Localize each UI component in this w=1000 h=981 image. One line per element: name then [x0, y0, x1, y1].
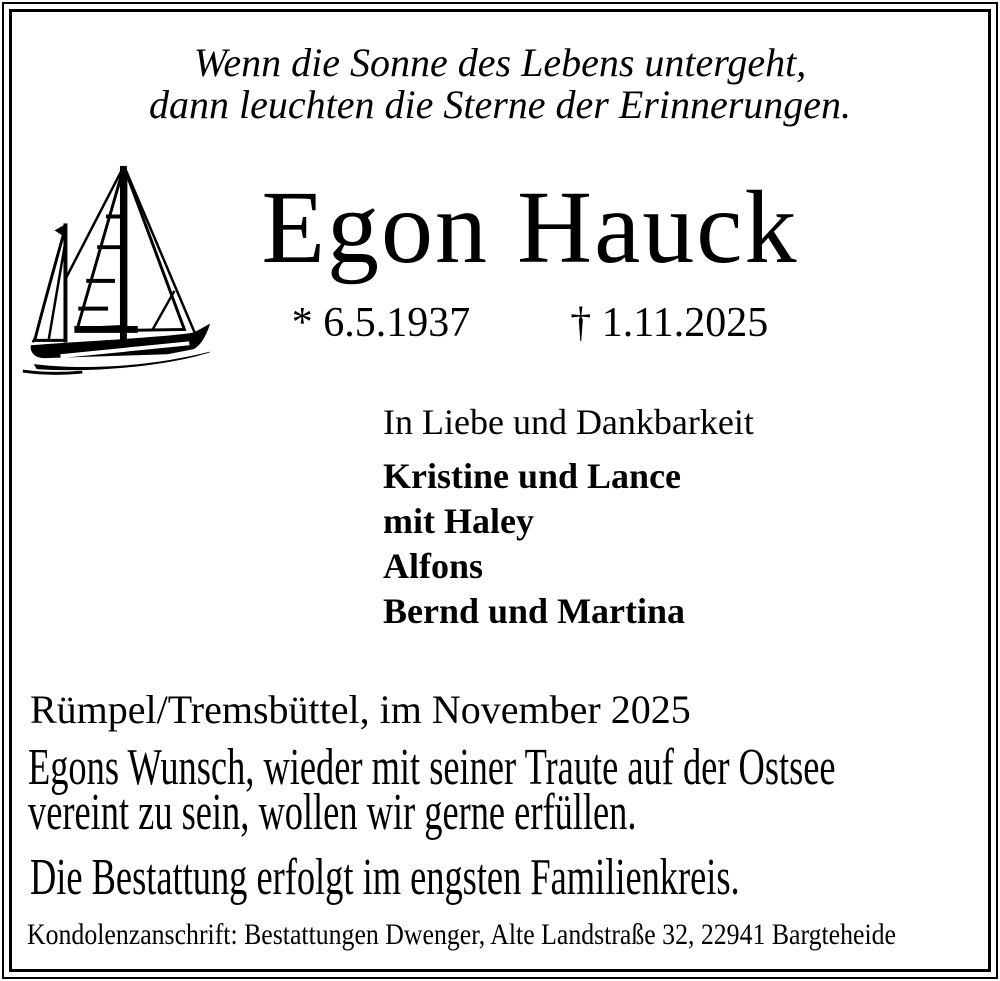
memorial-quote	[0, 42, 1000, 126]
memorial-quote-line-1: Wenn die Sonne des Lebens untergeht,	[193, 40, 807, 85]
birth-date: * 6.5.1937	[291, 300, 471, 346]
mourner-line: Kristine und Lance	[383, 456, 682, 496]
memorial-quote-line-2: dann leuchten die Sterne der Erinnerungen.	[148, 82, 852, 127]
wish-paragraph	[28, 739, 836, 841]
tribute-block	[383, 400, 754, 634]
life-dates	[60, 299, 1000, 347]
mourner-line: mit Haley	[383, 501, 534, 541]
deceased-name: Egon Hauck	[261, 170, 799, 285]
place-and-date: Rümpel/Tremsbüttel, im November 2025	[30, 687, 691, 732]
tribute-intro: In Liebe und Dankbarkeit	[383, 402, 754, 442]
wish-line-1: Egons Wunsch, wieder mit seiner Traute auf der Ostsee	[28, 739, 836, 796]
condolence-address: Kondolenzanschrift: Bestattungen Dwenger, Alte Landstraße 32, 22941 Bargteheide	[27, 918, 897, 951]
mourner-line: Alfons	[383, 546, 484, 586]
death-date: † 1.11.2025	[570, 300, 769, 346]
mourner-line: Bernd und Martina	[383, 591, 686, 631]
wish-line-2: vereint zu sein, wollen wir gerne erfüllen.	[28, 784, 637, 841]
funeral-note: Die Bestattung erfolgt im engsten Familienkreis.	[30, 849, 740, 906]
